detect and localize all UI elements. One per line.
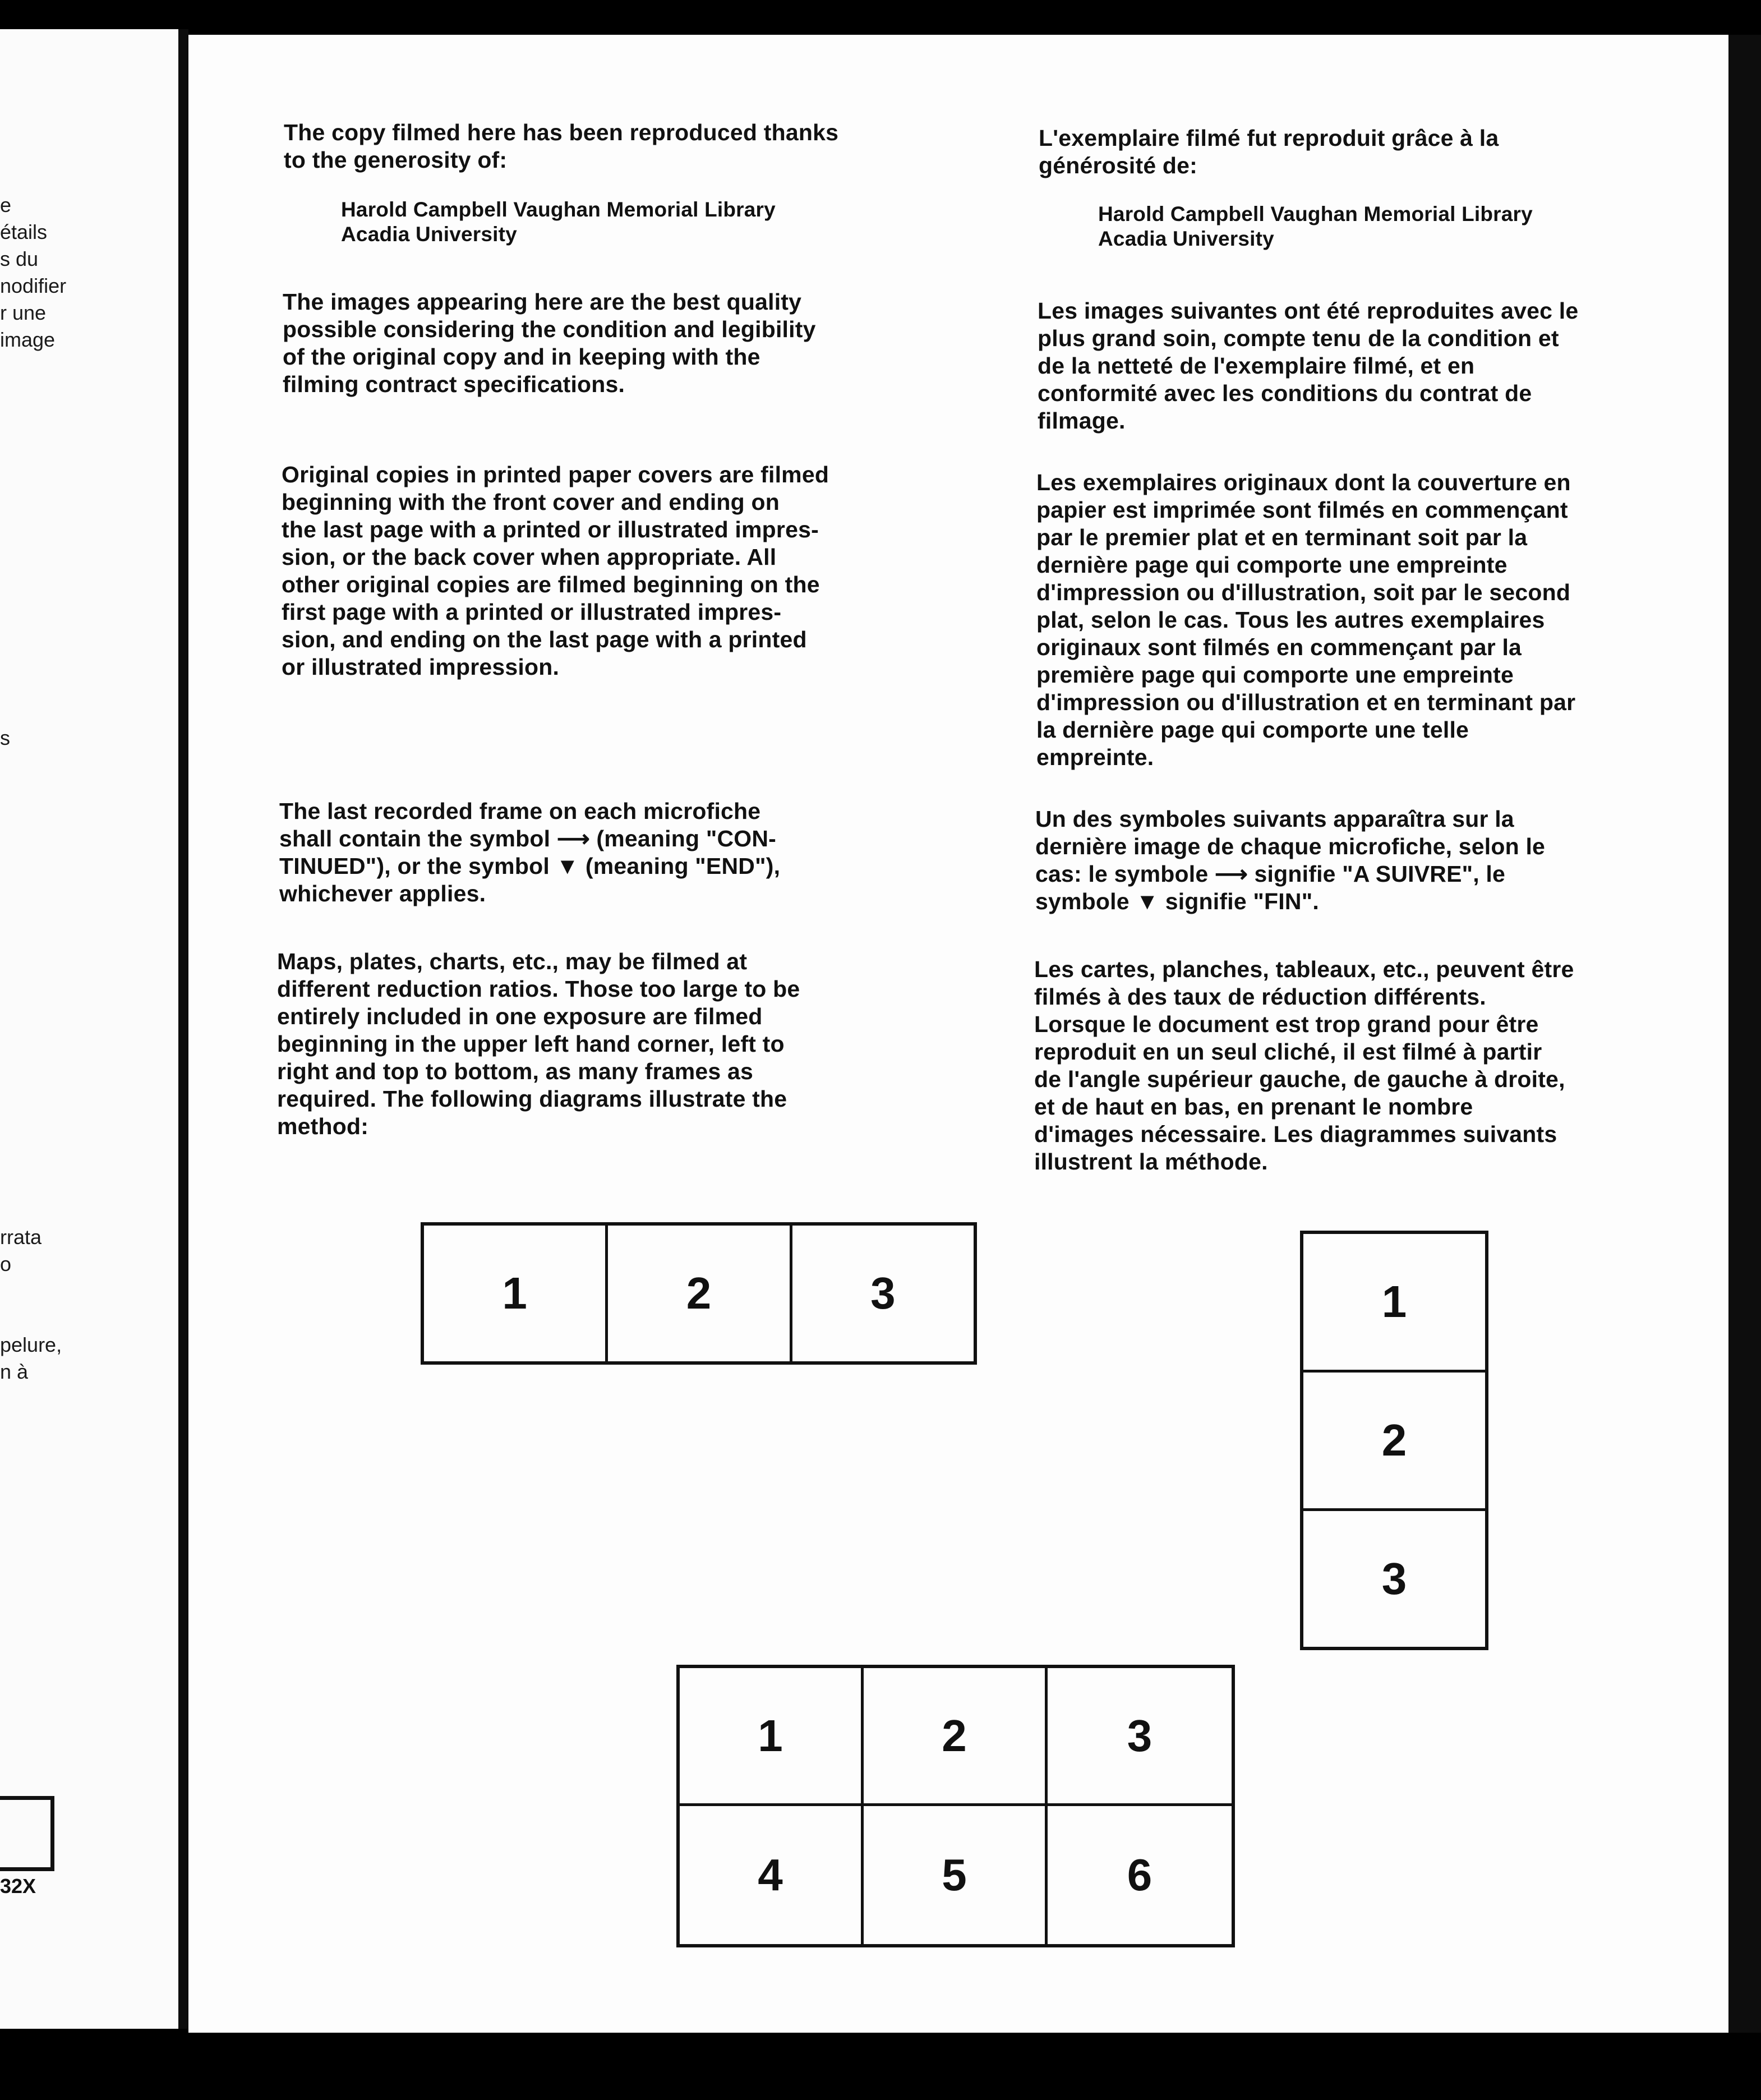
film-edge [1728,35,1761,2033]
english-maps-paragraph: Maps, plates, charts, etc., may be filmed at different reduction ratios. Those too large to be entirely included in one exposure are filmed beginning in the upper left hand corner, left to right and top to bottom, as many frames as required. The following diagrams illustrate the method: [277,948,800,1139]
english-column [284,119,918,174]
french-covers-paragraph: Les exemplaires originaux dont la couverture en papier est imprimée sont filmés en commençant par le premier plat et en terminant soit par la dernière page qui comporte une empreinte d'impression ou d'illustration, soit par le second plat, selon le cas. Tous les autres exemplaires originaux sont filmés en commençant par la première page qui comporte une empreinte d'impression ou d'illustration et en terminant par la dernière page qui comporte une telle empreinte. [1036,469,1576,770]
french-quality-paragraph: Les images suivantes ont été reproduites avec le plus grand soin, compte tenu de la condition et de la netteté de l'exemplaire filmé, et en conformité avec les conditions du contrat de filmage. [1038,298,1579,434]
left-page-text: rrata [0,1226,42,1249]
english-library-block [341,197,919,247]
left-page-text: image [0,328,56,351]
scale-box [0,1796,54,1871]
left-page-text: s du [0,247,39,270]
left-page-text: r une [0,301,47,324]
left-page-text: étails [0,220,48,243]
english-symbols-block [279,798,919,908]
frame-cell: 3 [1048,1668,1232,1806]
frame-cell: 5 [864,1806,1048,1944]
left-page-text: e [0,194,12,217]
frame-cell: 1 [424,1226,608,1361]
english-quality-block [283,288,916,398]
frame-cell: 6 [1127,1850,1153,1900]
grid-frames-diagram [676,1665,1235,1947]
french-quality-block [1038,297,1711,435]
english-maps-block [277,948,916,1140]
french-covers-block [1036,469,1715,771]
french-credit-intro: L'exemplaire filmé fut reproduit grâce à la générosité de: [1039,125,1499,178]
english-quality-paragraph: The images appearing here are the best quality possible considering the condition and legibility of the original copy and in keeping with the filming contract specifications. [283,289,816,397]
frame-cell: 1 [1303,1234,1485,1373]
frame-cell: 2 [864,1668,1048,1806]
frame-cell: 2 [1303,1373,1485,1511]
document-page [188,35,1728,2033]
french-maps-paragraph: Les cartes, planches, tableaux, etc., peuvent être filmés à des taux de réduction différents. Lorsque le document est trop grand pour être reproduit en un seul cliché, il est filmé à partir de l'angle supérieur gauche, de gauche à droite, et de haut en bas, en prenant le nombre d'images nécessaire. Les diagrammes suivants illustrent la méthode. [1034,956,1574,1175]
frame-cell: 1 [680,1668,864,1806]
scale-label: 32X [0,1875,36,1898]
english-symbols-paragraph: The last recorded frame on each microfiche shall contain the symbol ⟶ (meaning "CON- TINUED"), or the symbol ▼ (meaning "END"), whichever applies. [279,798,781,906]
french-library-block [1098,202,1704,251]
frame-cell: 3 [1381,1554,1407,1604]
horizontal-frames-diagram [421,1222,977,1365]
french-column [1039,125,1712,179]
french-symbols-block [1035,805,1714,915]
english-covers-paragraph: Original copies in printed paper covers are filmed beginning with the front cover and ending on the last page with a printed or illustrated impres- sion, or the back cover when appropriate. All other original copies are filmed beginning on the first page with a printed or illustrated impres- sion, and ending on the last page with a printed or illustrated impression. [282,462,829,680]
left-page-text: o [0,1252,12,1275]
left-page-text: s [0,726,10,749]
left-page-text: pelure, [0,1333,62,1356]
english-credit-intro: The copy filmed here has been reproduced thanks to the generosity of: [284,119,839,173]
page-gutter [178,29,188,2029]
left-page-fragment [0,29,178,2029]
french-symbols-paragraph: Un des symboles suivants apparaîtra sur la dernière image de chaque microfiche, selon le cas: le symbole ⟶ signifie "A SUIVRE", le symbole ▼ signifie "FIN". [1035,806,1546,914]
left-page-text: nodifier [0,274,67,297]
english-library-name: Harold Campbell Vaughan Memorial Library Acadia University [341,198,776,246]
french-maps-block [1034,956,1713,1176]
frame-cell: 3 [870,1268,896,1318]
english-covers-block [282,461,921,681]
left-page-text: n à [0,1360,29,1383]
french-library-name: Harold Campbell Vaughan Memorial Library Acadia University [1098,202,1533,250]
frame-cell: 2 [608,1226,792,1361]
vertical-frames-diagram [1300,1231,1488,1650]
frame-cell: 4 [680,1806,864,1944]
